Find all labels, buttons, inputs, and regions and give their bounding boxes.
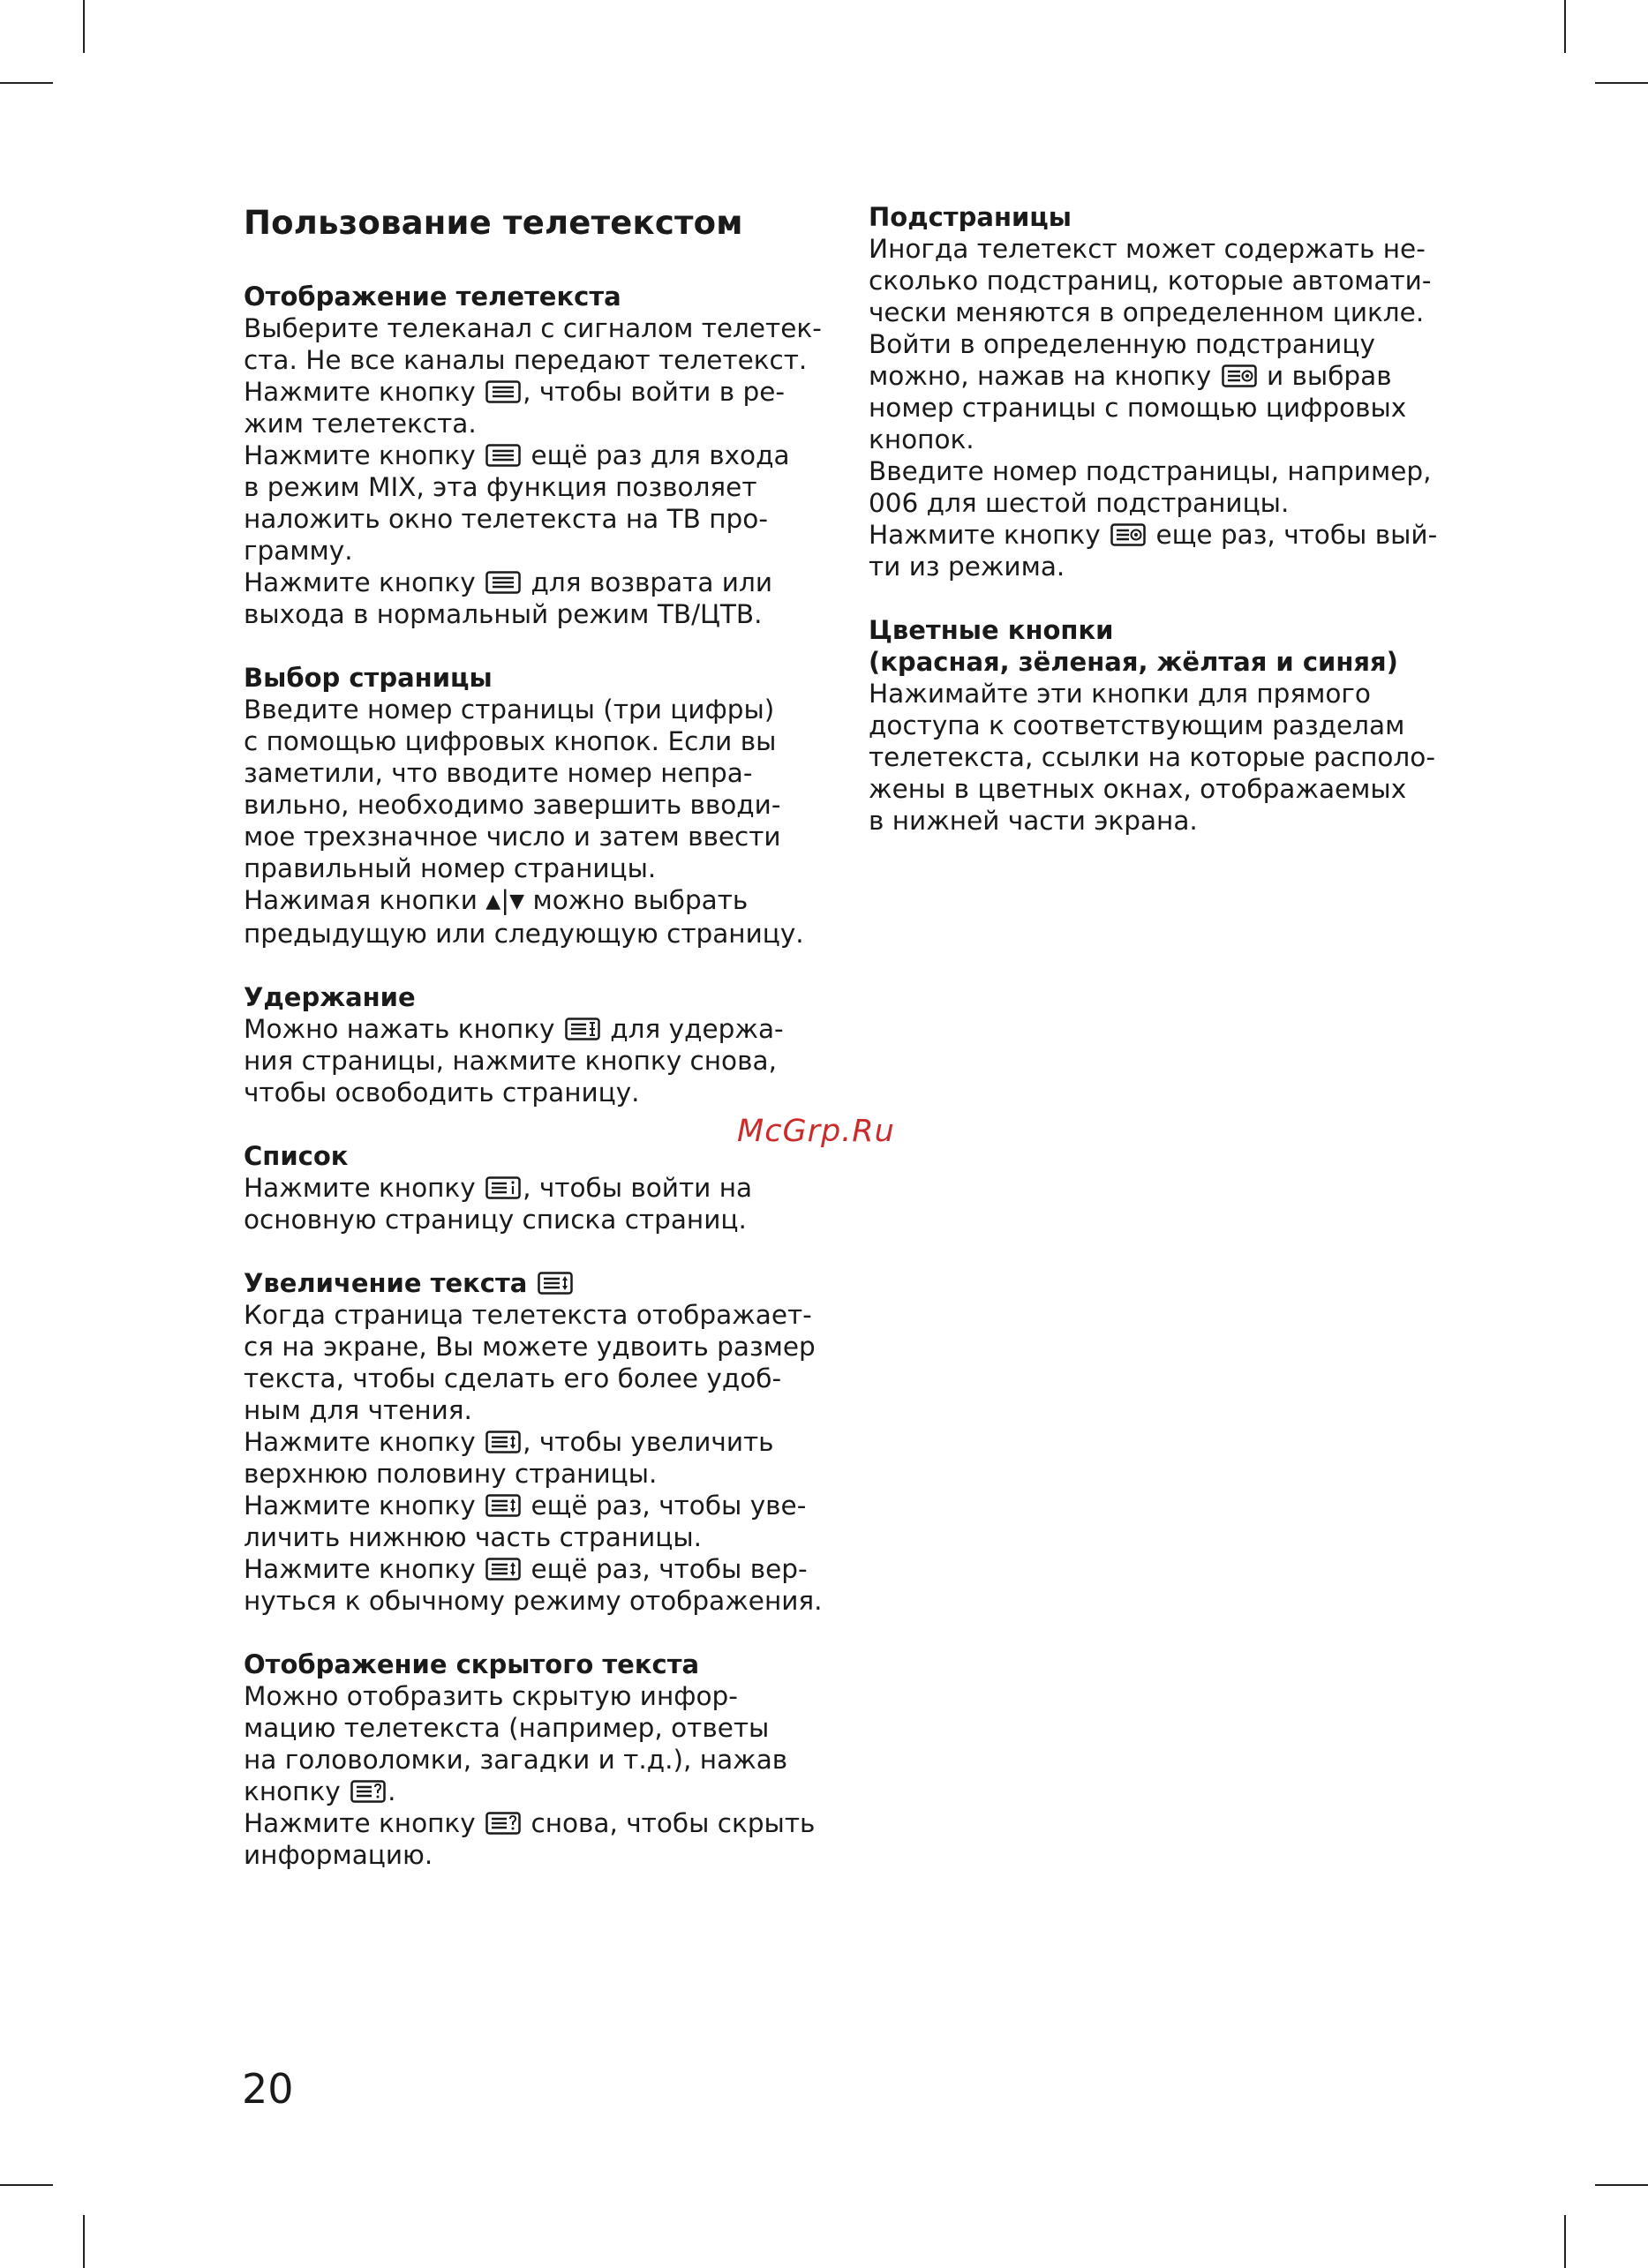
text-line: ти из режима. [869,552,1065,582]
page-title: Пользование телетекстом [244,204,743,242]
size-icon [538,1272,573,1295]
text-line: ста. Не все каналы передают телетекст. [244,345,808,375]
reveal-icon [350,1780,386,1803]
text-line: мое трехзначное число и затем ввести [244,822,781,852]
left-column [244,201,853,1903]
teletext-icon [485,380,521,403]
section-heading: Отображение телетекста [244,282,621,312]
text-line: Введите номер подстраницы, например, [869,456,1432,486]
text-line: в режим MIX, эта функция позволяет [244,472,757,502]
crop-mark [1595,2184,1648,2186]
text-line: Нажмите кнопку снова, чтобы скрыть [244,1808,816,1838]
section-hold [244,981,853,1108]
crop-mark [83,0,85,53]
text-line: на головоломки, загадки и т.д.), нажав [244,1745,788,1775]
text-line: Нажмите кнопку , чтобы увеличить [244,1427,774,1457]
text-line: Введите номер страницы (три цифры) [244,695,775,725]
text-line: кнопку . [244,1776,396,1806]
subpage-icon [1222,364,1257,387]
text-line: предыдущую или следующую страницу. [244,919,804,949]
text-line: с помощью цифровых кнопок. Если вы [244,726,777,756]
text-line: наложить окно телетекста на ТВ про- [244,504,768,534]
text-line: Иногда телетекст может содержать не- [869,234,1426,264]
text-line: выхода в нормальный режим ТВ/ЦТВ. [244,599,763,629]
section-page-select [244,662,853,950]
text-line: грамму. [244,536,353,566]
text-line: информацию. [244,1840,433,1870]
section-teletext-display [244,281,853,630]
section-reveal [244,1648,853,1871]
text-line: верхнюю половину страницы. [244,1459,658,1489]
section-subheading: (красная, зёленая, жёлтая и синяя) [869,647,1398,677]
index-icon [485,1176,521,1199]
text-line: доступа к соответствующим разделам [869,710,1405,740]
crop-mark [0,82,53,84]
crop-mark [0,2184,53,2186]
section-heading: Выбор страницы [244,663,493,693]
reveal-icon [485,1812,521,1835]
text-line: телетекста, ссылки на которые располо- [869,742,1435,772]
text-line: ния страницы, нажмите кнопку снова, [244,1046,777,1076]
page-number: 20 [242,2065,294,2113]
text-line: правильный номер страницы. [244,853,657,883]
crop-mark [83,2215,85,2268]
text-line: Нажмите кнопку ещё раз, чтобы вер- [244,1554,808,1584]
section-heading: Цветные кнопки [869,615,1114,645]
text-line: сколько подстраниц, которые автомати- [869,266,1432,296]
crop-mark [1595,82,1648,84]
crop-mark [1564,2215,1566,2268]
text-line: жены в цветных окнах, отображаемых [869,774,1407,804]
subpage-icon [1110,523,1146,546]
text-line: вильно, необходимо завершить вводи- [244,790,781,820]
text-line: Войти в определенную подстраницу [869,329,1375,359]
text-line: заметили, что вводите номер непра- [244,758,753,788]
size-icon [485,1558,521,1581]
text-line: Нажмите кнопку еще раз, чтобы вый- [869,520,1438,550]
text-line: чтобы освободить страницу. [244,1078,640,1108]
text-line: ся на экране, Вы можете удвоить размер [244,1332,816,1362]
crop-mark [1564,0,1566,53]
text-line: номер страницы с помощью цифровых [869,393,1407,423]
text-line: 006 для шестой подстраницы. [869,488,1290,518]
text-line: можно, нажав на кнопку и выбрав [869,361,1392,391]
text-line: Нажмите кнопку ещё раз, чтобы уве- [244,1491,807,1521]
text-line: ным для чтения. [244,1395,472,1425]
section-list [244,1140,853,1235]
text-line: основную страницу списка страниц. [244,1205,747,1235]
section-color-buttons [869,614,1486,837]
text-line: Выберите телеканал с сигналом телетек- [244,313,822,343]
right-column [869,201,1486,868]
text-line: кнопок. [869,424,975,454]
text-line: личить нижнюю часть страницы. [244,1522,703,1552]
section-heading: Увеличение текста [244,1267,853,1299]
text-line: Нажмите кнопку , чтобы войти в ре- [244,377,785,407]
text-line: чески меняются в определенном цикле. [869,297,1425,327]
text-line: Нажмите кнопку для возврата или [244,567,773,597]
text-line: жим телетекста. [244,409,477,439]
down-arrow-icon: ▼ [509,890,525,912]
hold-icon [565,1018,600,1040]
text-line: мацию телетекста (например, ответы [244,1713,770,1743]
text-line: Нажмите кнопку , чтобы войти на [244,1173,753,1203]
up-arrow-icon: ▲ [485,890,501,912]
section-heading: Список [244,1141,349,1171]
section-subpages [869,201,1486,582]
text-line: Нажимайте эти кнопки для прямого [869,679,1371,709]
section-zoom [244,1267,853,1617]
text-line: Нажмите кнопку ещё раз для входа [244,440,790,470]
size-icon [485,1494,521,1517]
text-line: нуться к обычному режиму отображения. [244,1586,823,1616]
teletext-icon [485,444,521,467]
text-line: в нижней части экрана. [869,806,1198,836]
teletext-icon [485,571,521,594]
section-heading: Удержание [244,982,416,1012]
text-line: Можно нажать кнопку для удержа- [244,1014,784,1044]
section-heading: Подстраницы [869,202,1072,232]
text-line: Когда страница телетекста отображает- [244,1300,812,1330]
section-heading: Отображение скрытого текста [244,1649,700,1679]
watermark: McGrp.Ru [737,1114,895,1149]
text-line: текста, чтобы сделать его более удоб- [244,1363,782,1393]
text-line: Можно отобразить скрытую инфор- [244,1681,738,1711]
size-icon [485,1431,521,1453]
text-line: Нажимая кнопки ▲|▼ можно выбрать [244,884,853,918]
